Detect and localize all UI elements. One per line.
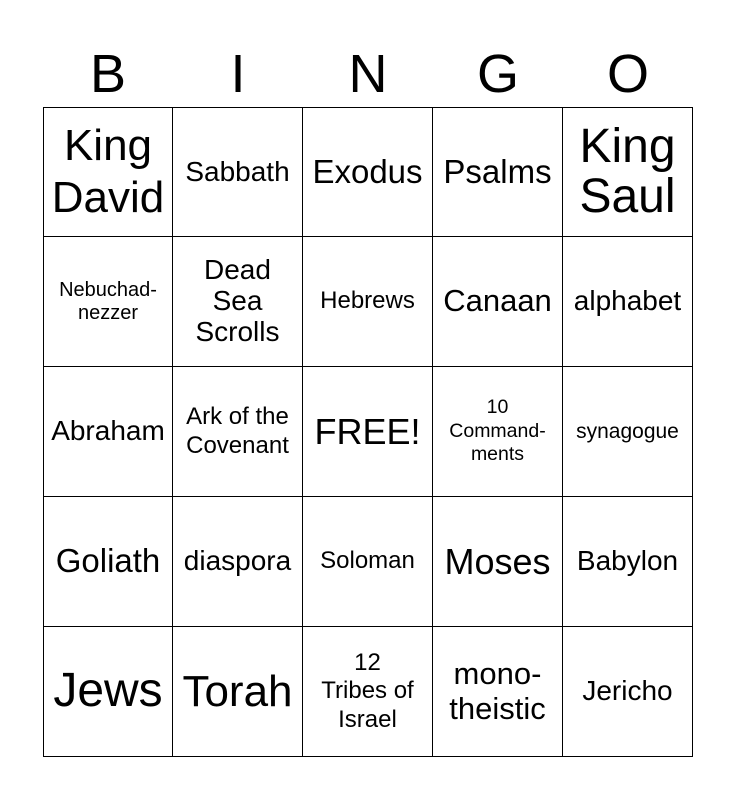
bingo-cell: Hebrews [303, 237, 433, 367]
bingo-cell: King David [43, 107, 173, 237]
bingo-cell: Ark of the Covenant [173, 367, 303, 497]
bingo-cell: Torah [173, 627, 303, 757]
bingo-cell: Jews [43, 627, 173, 757]
bingo-cell: Babylon [563, 497, 693, 627]
bingo-cell: Jericho [563, 627, 693, 757]
bingo-cell: Nebuchad- nezzer [43, 237, 173, 367]
header-letter-i: I [230, 44, 246, 104]
bingo-cell: diaspora [173, 497, 303, 627]
bingo-cell: Soloman [303, 497, 433, 627]
bingo-board [43, 107, 693, 757]
bingo-cell: synagogue [563, 367, 693, 497]
bingo-cell: alphabet [563, 237, 693, 367]
bingo-cell: 12 Tribes of Israel [303, 627, 433, 757]
header-letter-g: G [476, 44, 519, 104]
bingo-cell: Goliath [43, 497, 173, 627]
bingo-header [43, 44, 693, 104]
bingo-cell: Abraham [43, 367, 173, 497]
bingo-cell: Moses [433, 497, 563, 627]
header-letter-o: O [606, 44, 649, 104]
bingo-cell: 10 Command- ments [433, 367, 563, 497]
header-letter-n: N [348, 44, 388, 104]
bingo-cell: Dead Sea Scrolls [173, 237, 303, 367]
header-letter-b: B [89, 44, 127, 104]
bingo-cell: Canaan [433, 237, 563, 367]
free-space-cell: FREE! [303, 367, 433, 497]
bingo-cell: King Saul [563, 107, 693, 237]
bingo-cell: mono- theistic [433, 627, 563, 757]
bingo-cell: Exodus [303, 107, 433, 237]
bingo-cell: Sabbath [173, 107, 303, 237]
bingo-cell: Psalms [433, 107, 563, 237]
